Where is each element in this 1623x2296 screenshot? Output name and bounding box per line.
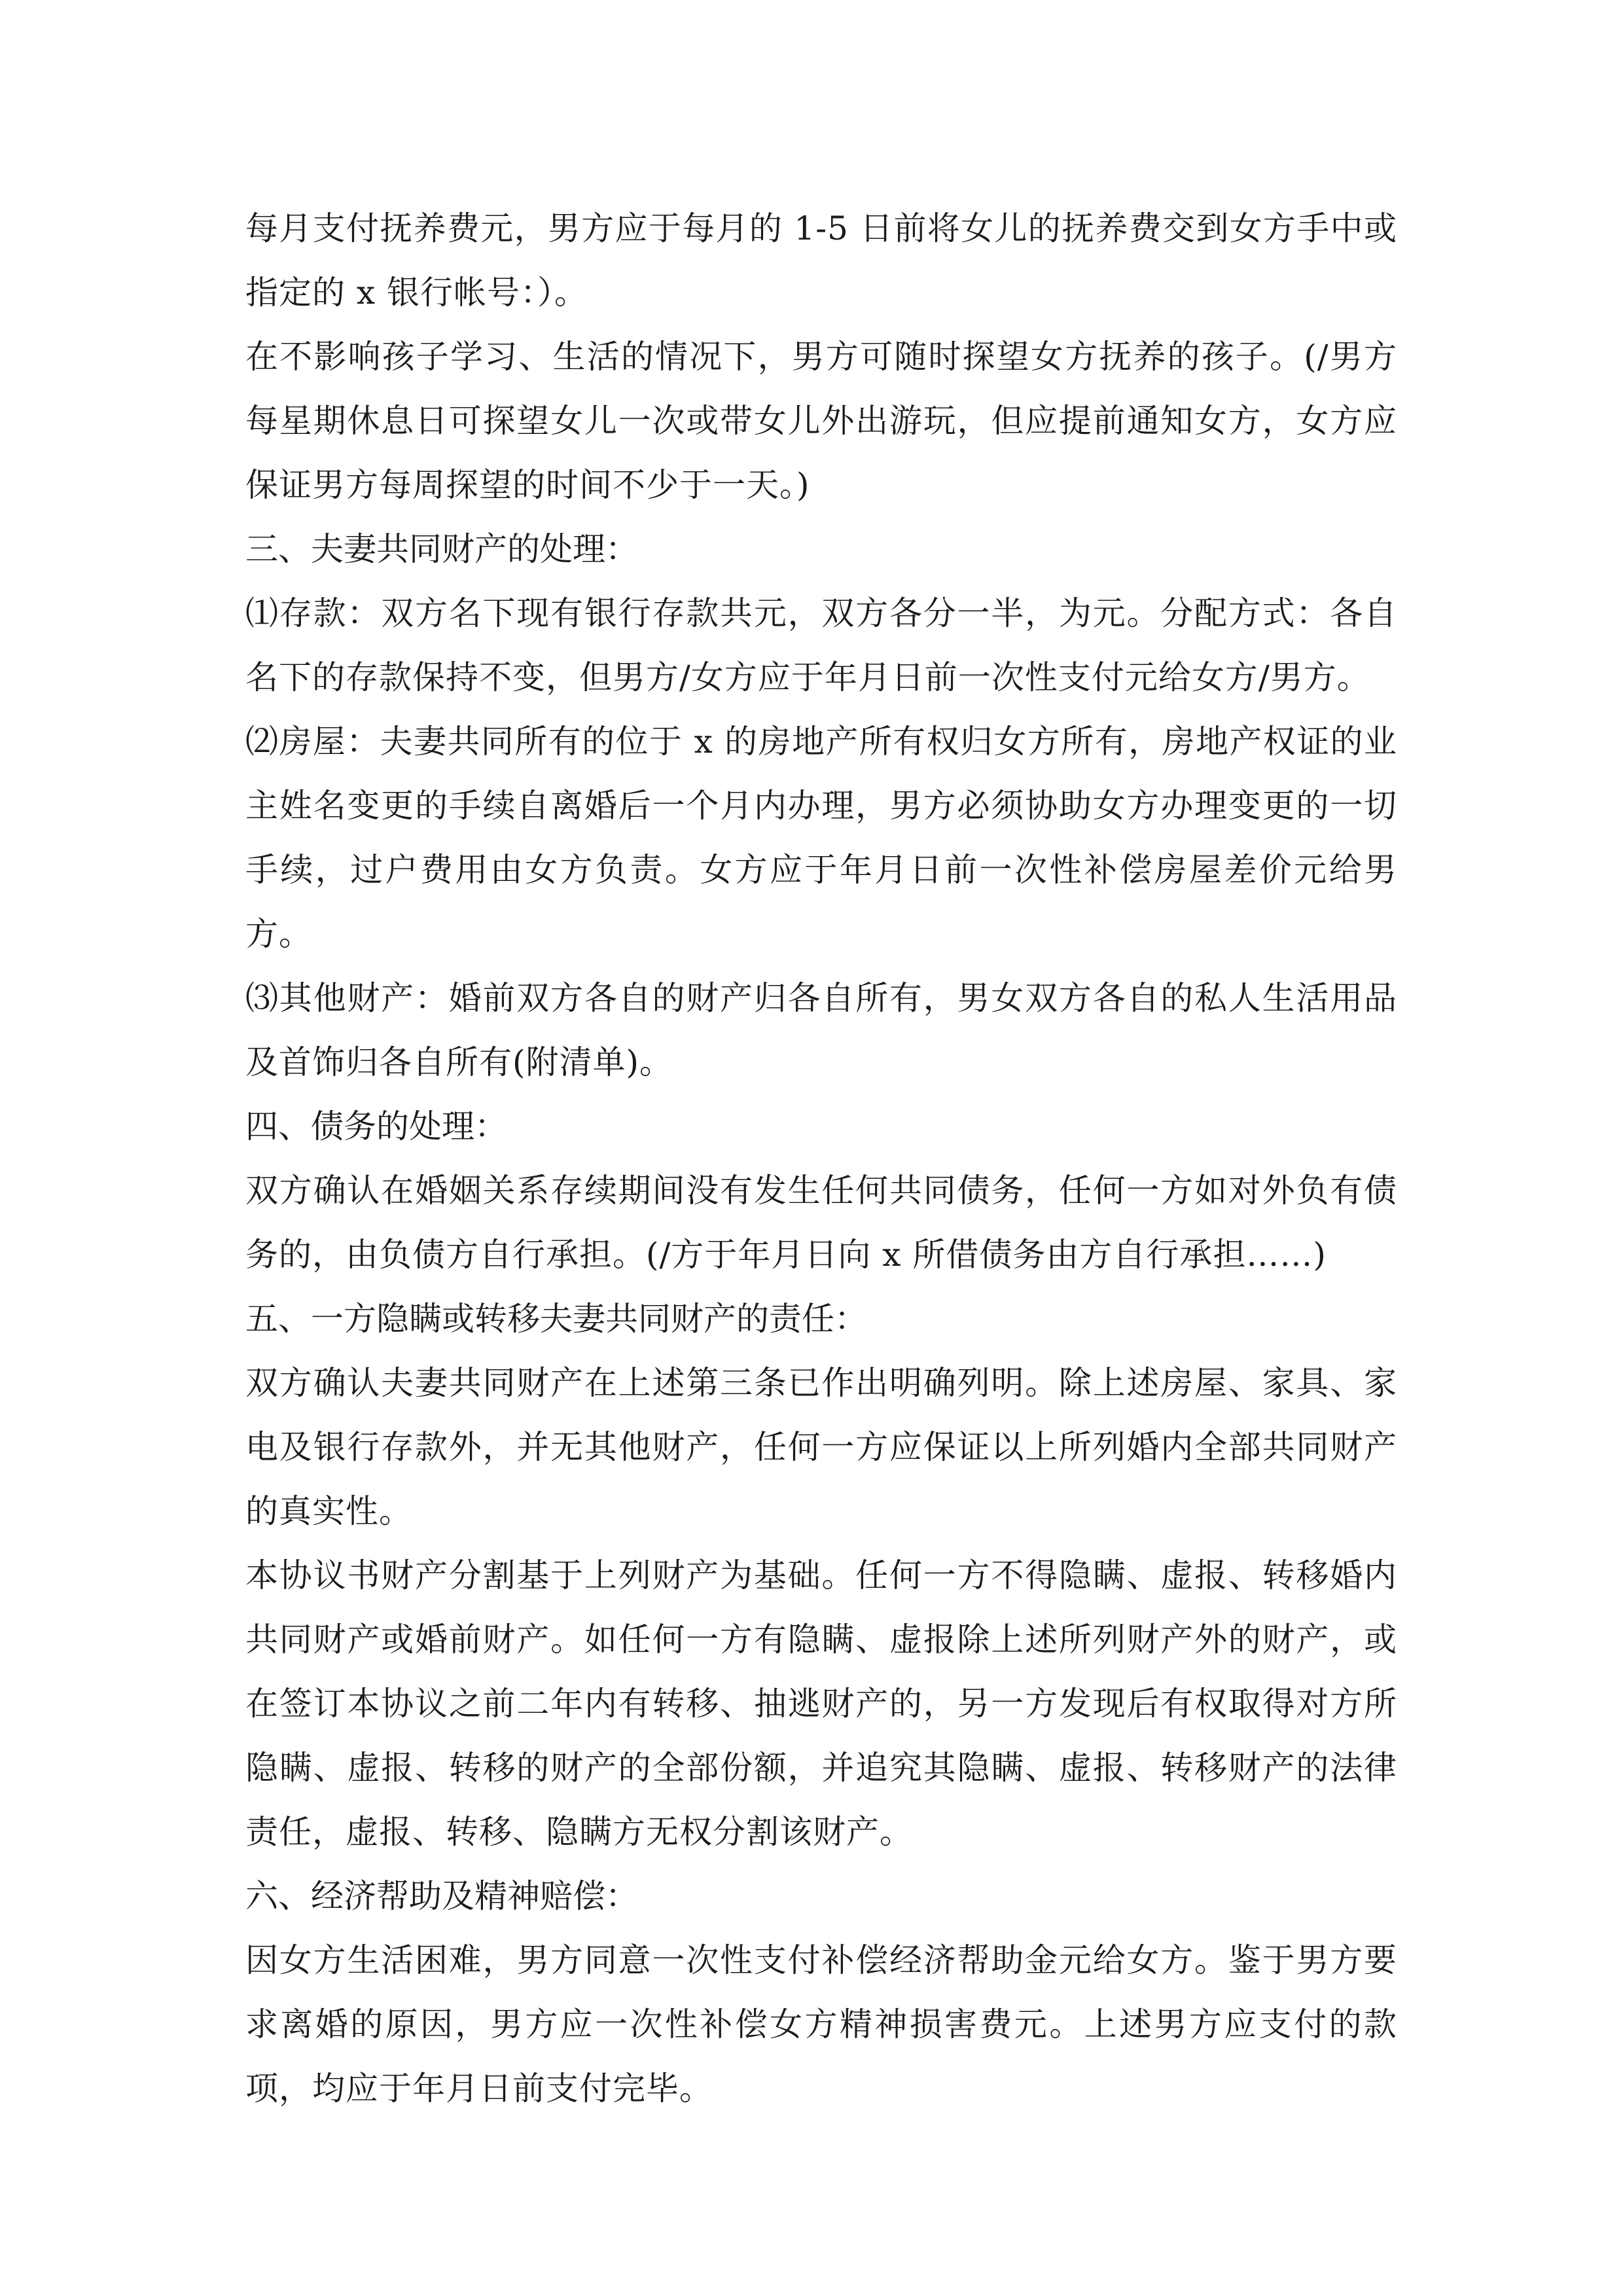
paragraph-visitation-rights: 在不影响孩子学习、生活的情况下，男方可随时探望女方抚养的孩子。(/男方每星期休息日可探望女儿一次或带女儿外出游玩，但应提前通知女方，女方应保证男方每周探望的时间不少于一天。) [245,338,1397,504]
paragraph-compensation: 因女方生活困难，男方同意一次性支付补偿经济帮助金元给女方。鉴于男方要求离婚的原因，男方应一次性补偿女方精神损害费元。上述男方应支付的款项，均应于年月日前支付完毕。 [245,1941,1397,2108]
paragraph-property-confirmation: 双方确认夫妻共同财产在上述第三条已作出明确列明。除上述房屋、家具、家电及银行存款外，并无其他财产，任何一方应保证以上所列婚内全部共同财产的真实性。 [245,1364,1397,1530]
paragraph-concealment-liability: 本协议书财产分割基于上列财产为基础。任何一方不得隐瞒、虚报、转移婚内共同财产或婚前财产。如任何一方有隐瞒、虚报除上述所列财产外的财产，或在签订本协议之前二年内有转移、抽逃财产的，另一方发现后有权取得对方所隐瞒、虚报、转移的财产的全部份额，并追究其隐瞒、虚报、转移财产的法律责任，虚报、转移、隐瞒方无权分割该财产。 [245,1556,1397,1851]
section-heading-debts: 四、债务的处理： [245,1107,507,1145]
section-heading-compensation: 六、经济帮助及精神赔偿： [245,1877,638,1915]
section-heading-joint-property: 三、夫妻共同财产的处理： [245,530,638,568]
paragraph-debts: 双方确认在婚姻关系存续期间没有发生任何共同债务，任何一方如对外负有债务的，由负债方自行承担。(/方于年月日向 x 所借债务由方自行承担……) [245,1172,1397,1274]
document-body [245,196,1397,2121]
paragraph-savings: ⑴存款：双方名下现有银行存款共元，双方各分一半，为元。分配方式：各自名下的存款保持不变，但男方/女方应于年月日前一次性支付元给女方/男方。 [245,594,1397,696]
paragraph-housing: ⑵房屋：夫妻共同所有的位于 x 的房地产所有权归女方所有，房地产权证的业主姓名变更的手续自离婚后一个月内办理，男方必须协助女方办理变更的一切手续，过户费用由女方负责。女方应于年月日前一次性补偿房屋差价元给男方。 [245,723,1397,953]
paragraph-other-property: ⑶其他财产：婚前双方各自的财产归各自所有，男女双方各自的私人生活用品及首饰归各自所有(附清单)。 [245,979,1397,1081]
section-heading-concealment: 五、一方隐瞒或转移夫妻共同财产的责任： [245,1300,867,1338]
paragraph-child-support-payment: 每月支付抚养费元，男方应于每月的 1-5 日前将女儿的抚养费交到女方手中或指定的 x 银行帐号：）。 [245,209,1397,312]
